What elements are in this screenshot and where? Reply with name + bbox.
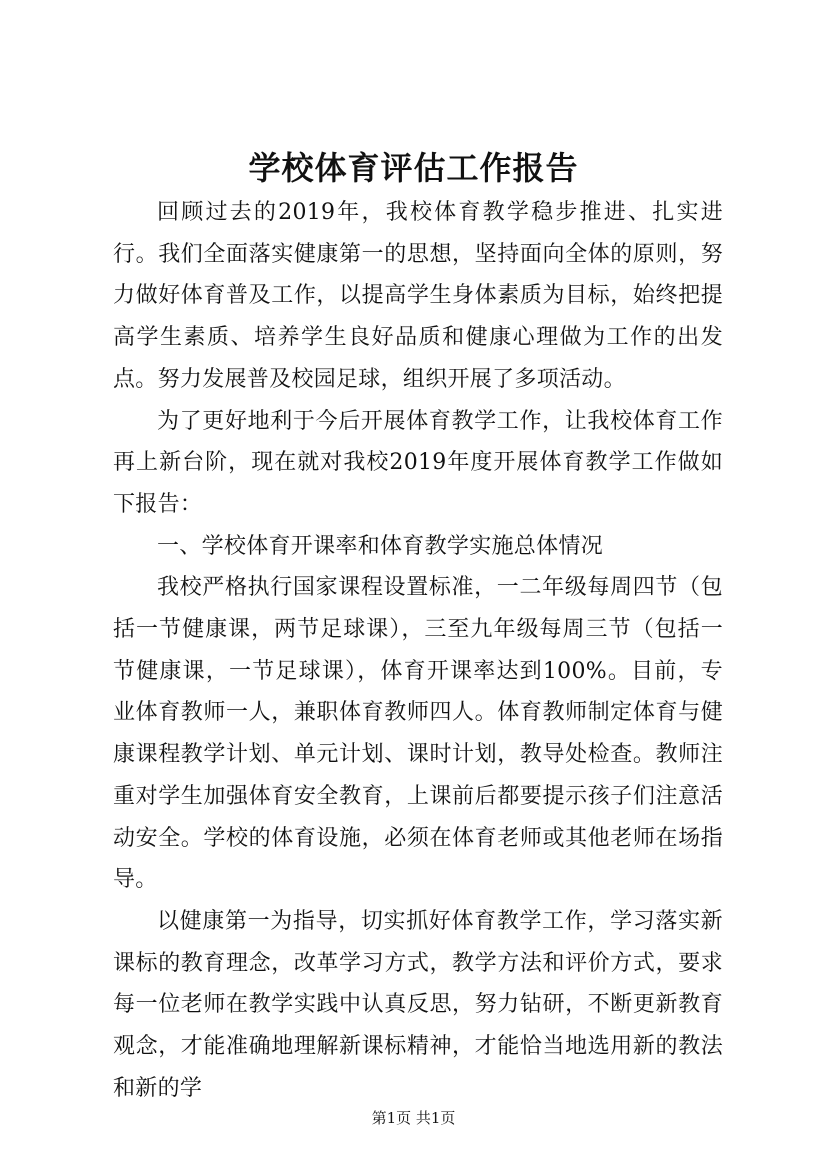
document-body	[113, 192, 723, 1109]
paragraph-curriculum: 我校严格执行国家课程设置标准，一二年级每周四节（包括一节健康课，两节足球课），三至九年级每周三节（包括一节健康课，一节足球课），体育开课率达到100%。目前，专业体育教师一人，兼职体育教师四人。体育教师制定体育与健康课程教学计划、单元计划、课时计划，教导处检查。教师注重对学生加强体育安全教育，上课前后都要提示孩子们注意活动安全。学校的体育设施，必须在体育老师或其他老师在场指导。	[113, 575, 723, 893]
page-number-label: 第1页 共1页	[371, 1109, 456, 1127]
paragraph-review: 回顾过去的2019年，我校体育教学稳步推进、扎实进行。我们全面落实健康第一的思想，坚持面向全体的原则，努力做好体育普及工作，以提高学生身体素质为目标，始终把提高学生素质、培养学生良好品质和健康心理做为工作的出发点。努力发展普及校园足球，组织开展了多项活动。	[113, 200, 723, 392]
section-heading-1: 一、学校体育开课率和体育教学实施总体情况	[157, 533, 604, 559]
document-title: 学校体育评估工作报告	[248, 149, 579, 187]
page-footer	[0, 1108, 827, 1128]
paragraph-guidance: 以健康第一为指导，切实抓好体育教学工作，学习落实新课标的教育理念，改革学习方式，教学方法和评价方式，要求每一位老师在教学实践中认真反思，努力钻研，不断更新教育观念，才能准确地理解新课标精神，才能恰当地选用新的教法和新的学	[113, 908, 723, 1101]
paragraph-purpose: 为了更好地利于今后开展体育教学工作，让我校体育工作再上新台阶，现在就对我校2019年度开展体育教学工作做如下报告：	[113, 408, 723, 517]
